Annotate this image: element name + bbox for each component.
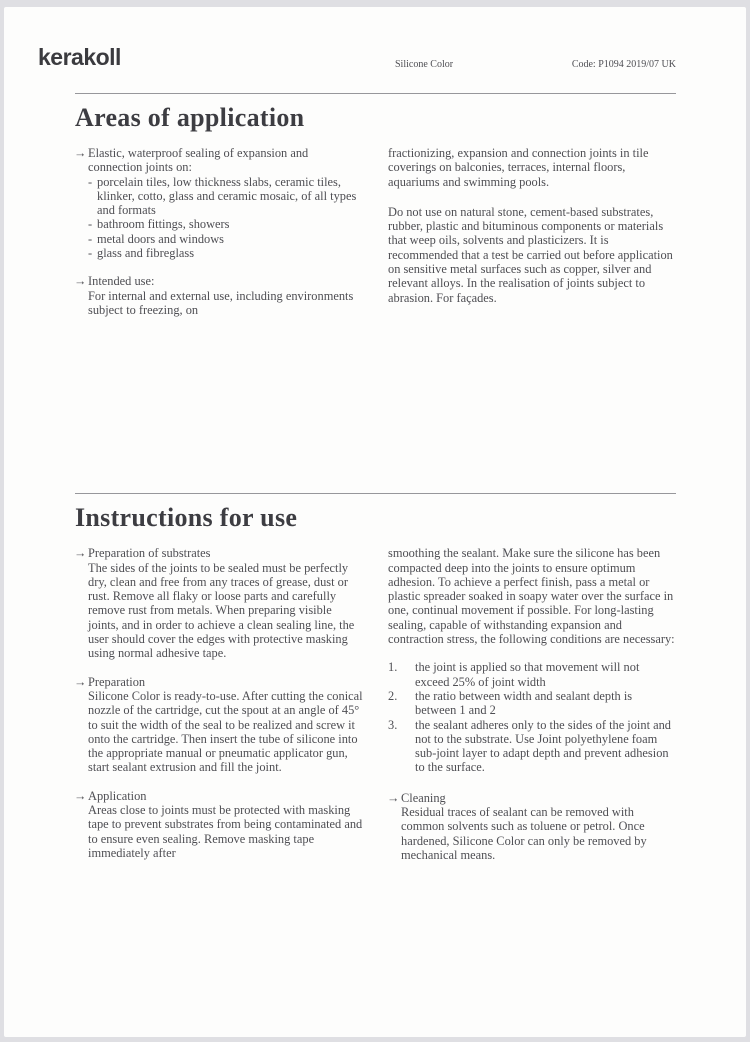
item-number: 3. [388, 717, 398, 732]
numbered-item-text: the ratio between width and sealant depth is between 1 and 2 [415, 688, 633, 718]
dash-list-item [88, 175, 363, 218]
arrow-list-item [75, 675, 363, 775]
item-title: Application [88, 788, 147, 803]
section-title: Instructions for use [75, 503, 298, 533]
dash-item-text: bathroom fittings, showers [97, 217, 230, 232]
document-content [4, 93, 676, 862]
section [75, 493, 676, 862]
dash-bullet-icon: - [88, 246, 93, 261]
item-text: For internal and external use, including environments subject to freezing, on [88, 288, 354, 317]
arrow-list-item [75, 146, 363, 260]
numbered-list-item [388, 718, 676, 775]
kerakoll-logo: kerakoll [38, 44, 121, 70]
arrow-bullet-icon: → [74, 146, 87, 160]
section-divider-rule [75, 493, 676, 494]
item-title: Preparation of substrates [88, 546, 211, 561]
item-text: The sides of the joints to be sealed must be perfectly dry, clean and free from any traces of grease, dust or rust. Remove all flaky or loose parts and carefully remove rust from metals. When preparing visible joints, and in order to achieve a clean sealing line, the user should cover the edges with protective masking using normal adhesive tape. [88, 560, 355, 661]
numbered-item-text: the joint is applied so that movement will not exceed 25% of joint width [415, 660, 640, 689]
paragraph: Do not use on natural stone, cement-based substrates, rubber, plastic and bituminous components or materials that weep oils, solvents and plasticizers. It is recommended that a test be carried out before application on sensitive metal surfaces such as copper, silver and relevant alloys. In the realisation of joints subject to abrasion. For façades. [388, 204, 673, 305]
arrow-bullet-icon: → [74, 546, 87, 561]
dash-item-text: metal doors and windows [97, 231, 224, 246]
arrow-bullet-icon: → [74, 788, 87, 803]
dash-bullet-icon: - [88, 217, 93, 232]
arrow-list-item [75, 789, 363, 860]
item-text: Elastic, waterproof sealing of expansion and connection joints on: [88, 146, 309, 175]
dash-item-text: glass and fibreglass [97, 246, 195, 261]
two-column-layout [75, 146, 676, 317]
item-title: Cleaning [401, 790, 446, 805]
numbered-list [388, 660, 676, 774]
section-divider-rule [75, 93, 676, 94]
document-page [4, 7, 746, 1037]
item-title: Preparation [88, 674, 146, 689]
item-text: Silicone Color is ready-to-use. After cutting the conical nozzle of the cartridge, cut the spout at an angle of 45° to suit the width of the seal to be realized and screw it onto the cartridge. Then insert the tube of silicone into the appropriate manual or pneumatic applicator gun, start sealant extrusion and fill the joint. [88, 688, 363, 775]
arrow-bullet-icon: → [74, 274, 87, 289]
page-header [4, 7, 746, 93]
document-code: Code: P1094 2019/07 UK [571, 59, 676, 70]
dash-list-item [88, 217, 363, 231]
right-column [388, 146, 676, 317]
dash-list-item [88, 246, 363, 260]
dash-bullet-icon: - [88, 174, 93, 189]
left-column [75, 146, 363, 317]
left-column [75, 546, 363, 862]
item-text: Areas close to joints must be protected with masking tape to prevent substrates from being contaminated and to ensure even sealing. Remove masking tape immediately after [88, 803, 363, 860]
paragraph: smoothing the sealant. Make sure the silicone has been compacted deep into the joints to ensure optimum adhesion. To achieve a perfect finish, pass a metal or plastic spreader soaked in soapy water over the surface in one, continual movement if possible. For long-lasting sealing, capable of withstanding expansion and contraction stress, the following conditions are necessary: [388, 546, 675, 647]
numbered-list-item [388, 660, 676, 689]
item-title: Intended use: [88, 274, 155, 289]
item-number: 2. [388, 688, 398, 703]
two-column-layout [75, 546, 676, 862]
item-number: 1. [388, 660, 398, 675]
paragraph: fractionizing, expansion and connection joints in tile coverings on balconies, terraces, internal floors, aquariums and swimming pools. [388, 146, 649, 189]
numbered-item-text: the sealant adheres only to the sides of the joint and not to the substrate. Use Joint polyethylene foam sub-joint layer to adapt depth and prevent adhesion to the surface. [415, 717, 672, 775]
arrow-list-item [75, 274, 363, 317]
product-name: Silicone Color [395, 59, 454, 70]
right-column [388, 546, 676, 862]
dash-item-text: porcelain tiles, low thickness slabs, ceramic tiles, klinker, cotto, glass and ceramic mosaic, of all types and formats [97, 174, 357, 218]
item-text: Residual traces of sealant can be removed with common solvents such as toluene or petrol. Once hardened, Silicone Color can only be removed by mechanical means. [401, 805, 647, 862]
dash-sub-list [88, 175, 363, 261]
arrow-bullet-icon: → [74, 674, 87, 689]
numbered-list-item [388, 689, 676, 718]
dash-bullet-icon: - [88, 231, 93, 246]
section-title: Areas of application [75, 103, 305, 132]
arrow-list-item [75, 546, 363, 660]
arrow-bullet-icon: → [387, 790, 400, 805]
section [75, 93, 676, 317]
arrow-list-item [388, 791, 676, 862]
dash-list-item [88, 232, 363, 246]
